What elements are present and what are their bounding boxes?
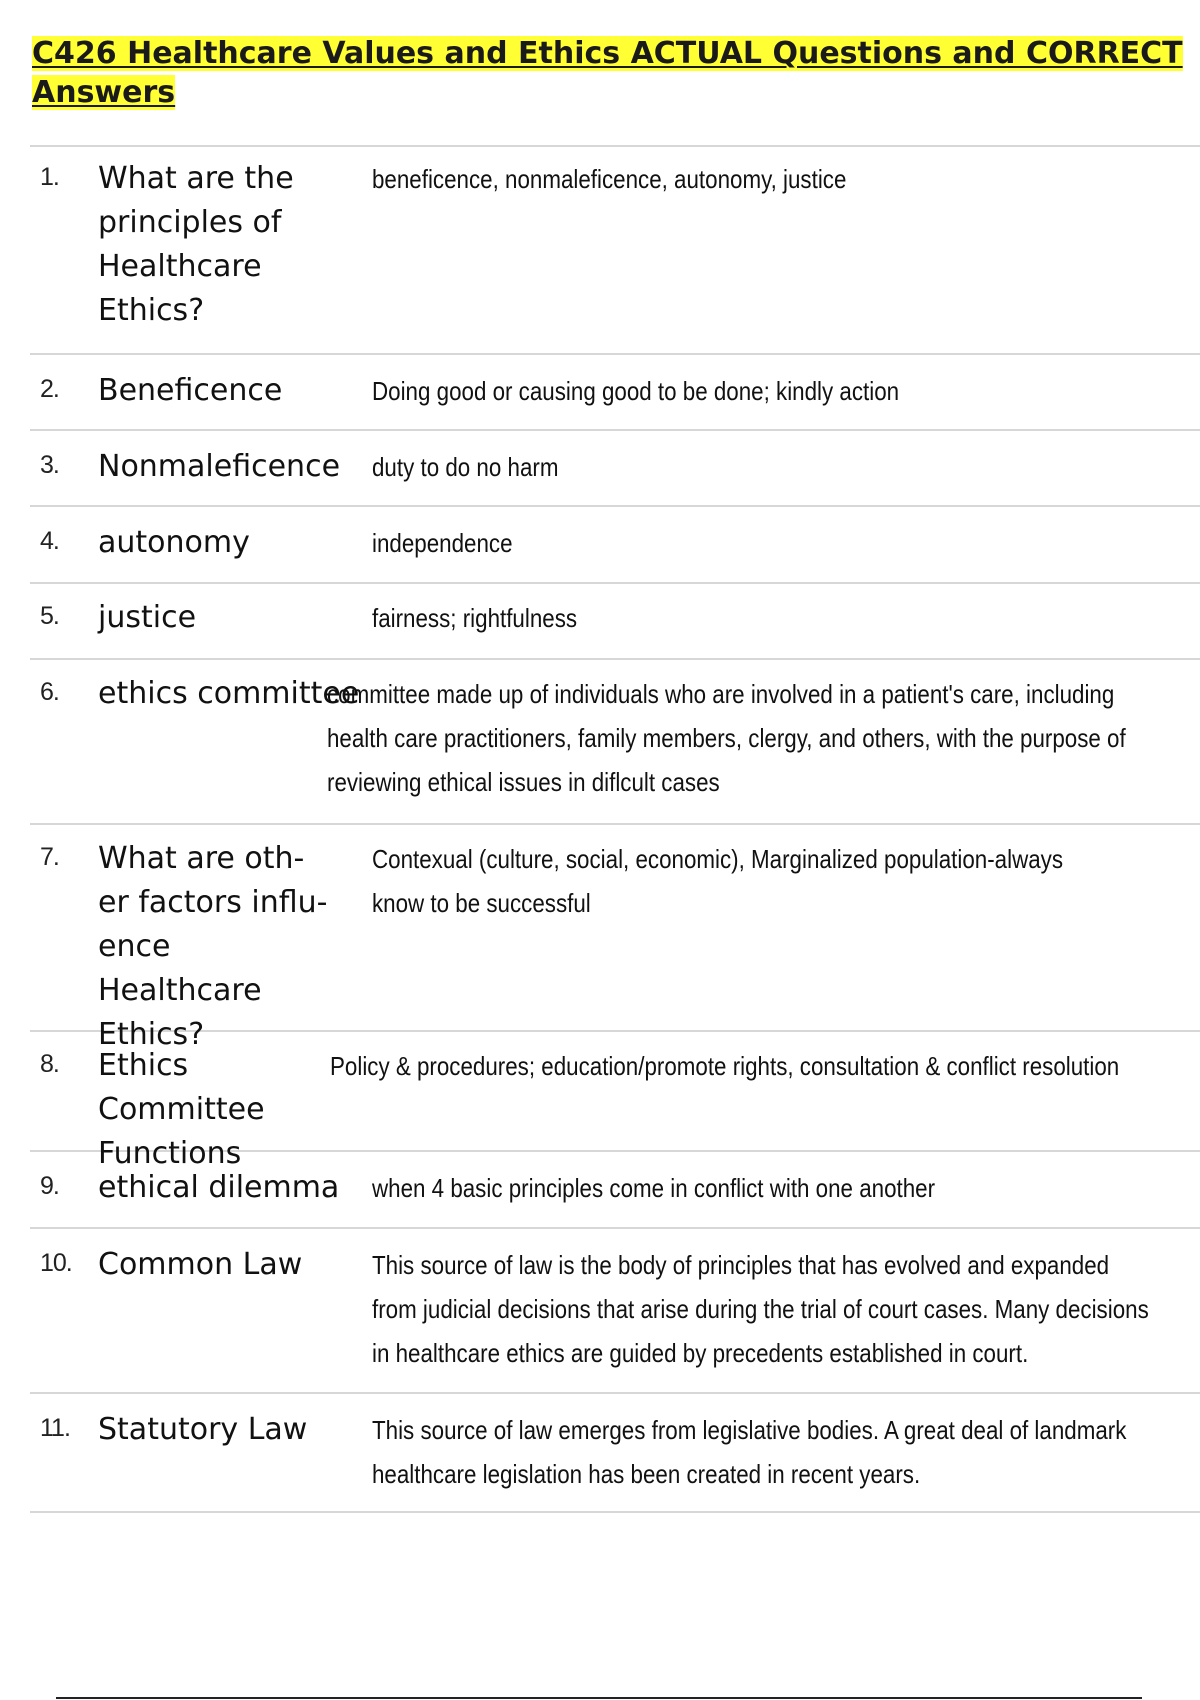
row-answer: This source of law is the body of principles that has evolved and expanded from judicial decisions that arise during the trial of court cases. Many decisions in healthcare ethics are guided by precedents established in court.: [372, 1250, 1149, 1368]
row-answer: Contexual (culture, social, economic), Marginalized population-always know to be successful: [372, 844, 1064, 918]
row-term: What are oth- er factors influ- ence Healthcare Ethics?: [98, 841, 328, 1052]
row-number: 5.: [40, 602, 59, 630]
row-answer: [327, 672, 1148, 804]
table-row: [30, 1394, 1200, 1513]
row-term: Statutory Law: [98, 1412, 308, 1447]
row-number: 9.: [40, 1172, 59, 1200]
table-row: [30, 431, 1200, 507]
table-row: [30, 825, 1200, 1052]
row-term: ethics committee: [98, 676, 360, 711]
table-row: [30, 1032, 1200, 1171]
row-term: justice: [98, 600, 197, 635]
table-row: [30, 147, 1200, 355]
row-answer-text: committee made up of individuals who are involved in a patient's care, including health care practitioners, family members, clergy, and others, with the purpose of reviewing ethical issues in diflcult cases: [327, 679, 1126, 797]
row-number: 11.: [40, 1414, 70, 1442]
table-row: [30, 584, 1200, 660]
row-number: 10.: [40, 1249, 72, 1277]
row-term: Ethics Committee Functions: [98, 1048, 265, 1171]
row-term: What are the principles of Healthcare Ethics?: [98, 161, 294, 328]
row-number: 2.: [40, 375, 59, 403]
row-answer: beneficence, nonmaleficence, autonomy, justice: [372, 164, 847, 194]
document-title: [32, 34, 1192, 112]
table-row: [30, 1229, 1200, 1394]
row-answer: Doing good or causing good to be done; kindly action: [372, 376, 900, 406]
row-answer: independence: [372, 528, 513, 558]
row-term: ethical dilemma: [98, 1170, 340, 1205]
page-footer-rule: [56, 1697, 1142, 1699]
row-term: Nonmaleficence: [98, 449, 341, 484]
row-answer: duty to do no harm: [372, 452, 559, 482]
document-title-text: C426 Healthcare Values and Ethics ACTUAL Questions and CORRECT Answers: [32, 36, 1183, 110]
row-number: 3.: [40, 451, 59, 479]
row-term: Beneficence: [98, 373, 283, 408]
row-term: Common Law: [98, 1247, 303, 1282]
row-answer: This source of law emerges from legislative bodies. A great deal of landmark healthcare legislation has been created in recent years.: [372, 1415, 1127, 1489]
row-number: 4.: [40, 527, 59, 555]
table-row: [30, 355, 1200, 431]
row-number: 7.: [40, 843, 59, 871]
row-answer: Policy & procedures; education/promote rights, consultation & conflict resolution: [330, 1051, 1120, 1081]
qa-table: [30, 145, 1200, 1513]
row-answer: fairness; rightfulness: [372, 603, 578, 633]
row-number: 1.: [40, 163, 59, 191]
table-row: [30, 660, 1200, 825]
row-number: 6.: [40, 678, 59, 706]
row-number: 8.: [40, 1050, 59, 1078]
table-row: [30, 1152, 1200, 1229]
row-answer: when 4 basic principles come in conflict with one another: [372, 1173, 936, 1203]
table-row: [30, 507, 1200, 584]
row-term: autonomy: [98, 525, 250, 560]
